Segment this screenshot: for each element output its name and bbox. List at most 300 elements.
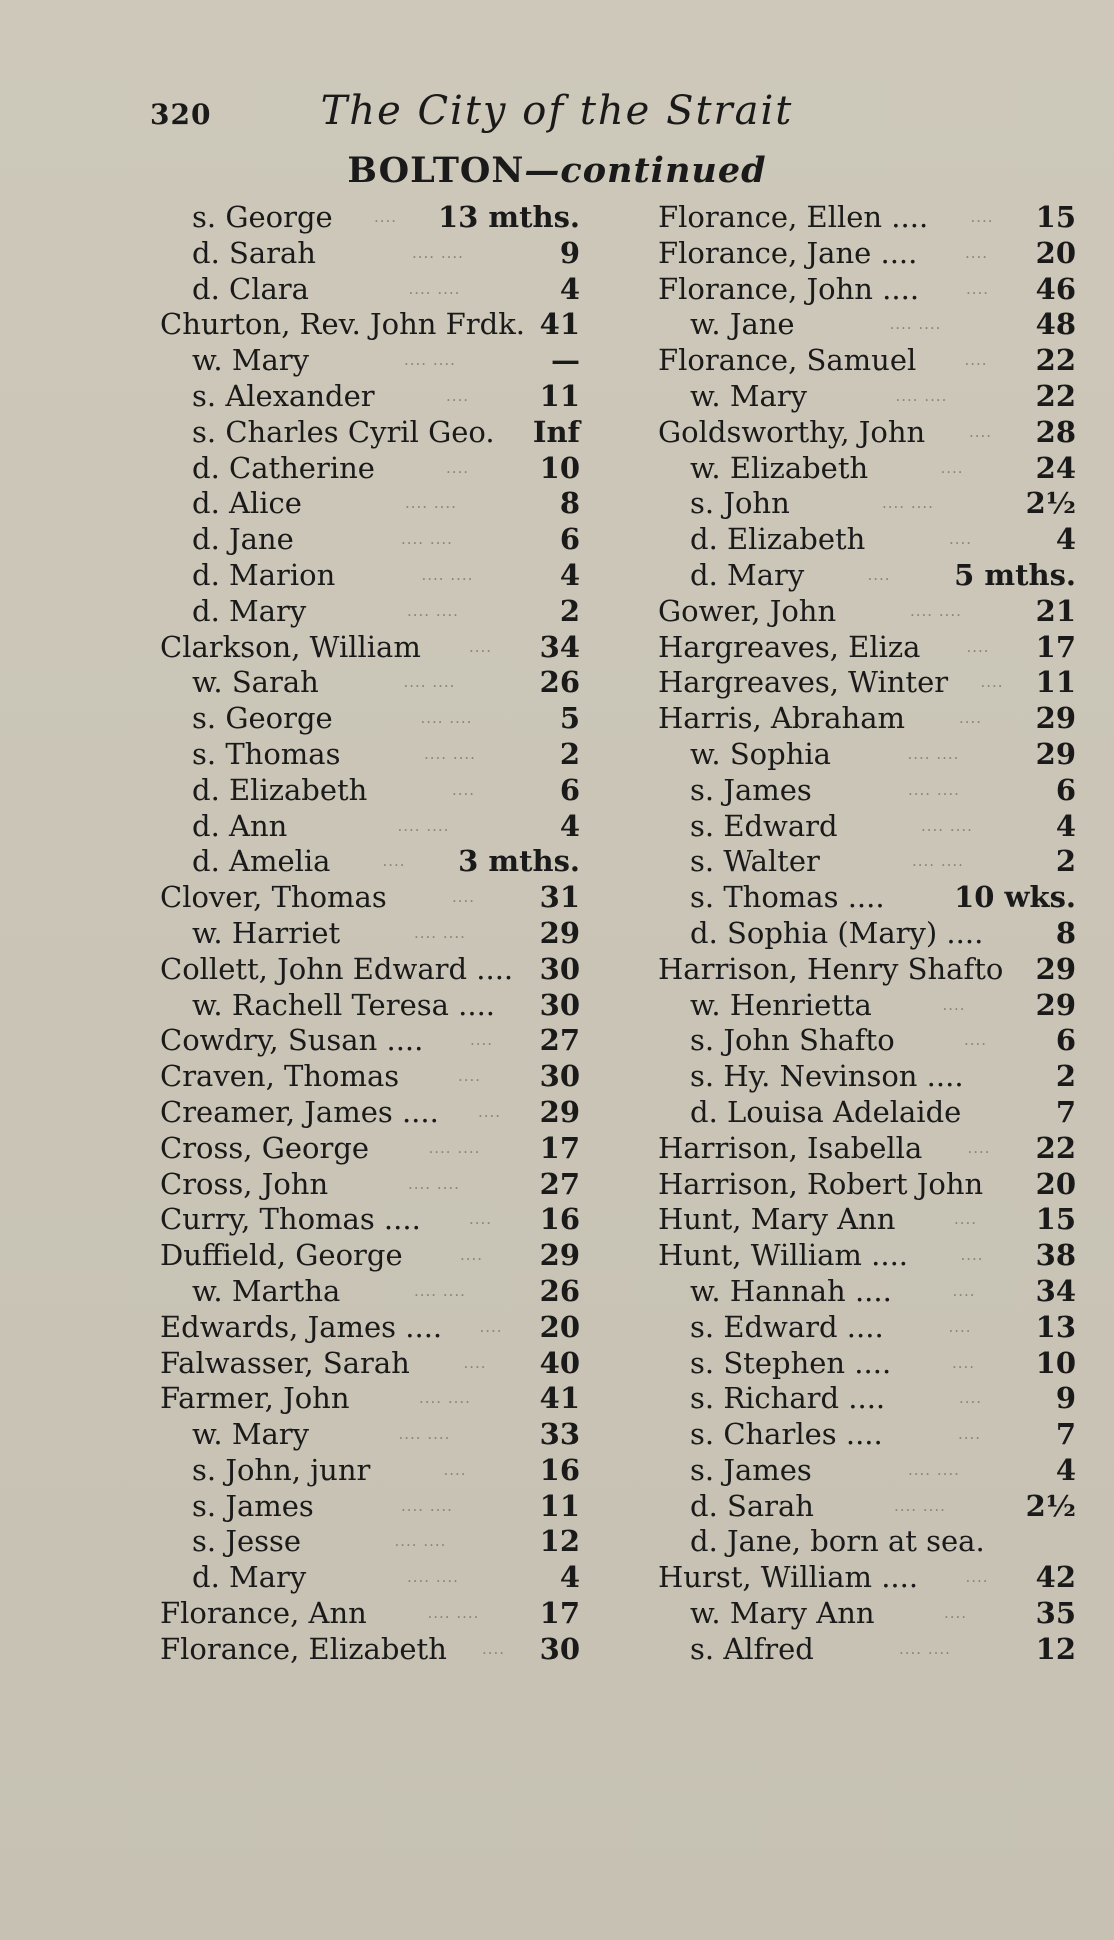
entry-name: d. Jane <box>192 522 294 557</box>
family-member-entry <box>160 1560 580 1596</box>
leader-dots: .... <box>980 673 1004 692</box>
entry-name: s. James <box>690 1452 812 1487</box>
family-member-entry <box>160 1489 580 1525</box>
entry-age: 29 <box>1035 701 1076 736</box>
entry-age: 4 <box>1055 522 1076 557</box>
leader-dots: .... <box>460 1246 484 1265</box>
entry-age: 15 <box>1035 200 1076 234</box>
leader-dots: .... <box>452 780 476 799</box>
household-head-entry <box>658 236 1076 272</box>
family-member-entry <box>658 1310 1076 1346</box>
entry-age: Inf <box>532 414 580 449</box>
entry-name: Florance, Jane .... <box>658 235 918 270</box>
entry-age: 30 <box>539 1059 580 1094</box>
leader-dots: .... .... <box>405 494 457 513</box>
left-column <box>160 200 580 1668</box>
family-member-entry <box>658 988 1076 1024</box>
family-member-entry <box>658 307 1076 343</box>
leader-dots: .... .... <box>424 744 476 763</box>
entry-age: 16 <box>539 1452 580 1487</box>
family-member-entry <box>658 1023 1076 1059</box>
entry-age: 41 <box>539 1381 580 1416</box>
entry-age: 30 <box>539 1631 580 1666</box>
entry-name: s. John Shafto <box>690 1023 895 1058</box>
entry-age: 38 <box>1035 1238 1076 1273</box>
household-head-entry <box>160 1381 580 1417</box>
leader-dots: .... .... <box>401 530 453 549</box>
leader-dots: .... <box>446 458 470 477</box>
leader-dots: .... .... <box>421 565 474 584</box>
right-column <box>658 200 1076 1668</box>
family-member-entry <box>160 737 580 773</box>
leader-dots: .... .... <box>910 601 962 620</box>
entry-name: w. Sarah <box>192 665 319 700</box>
leader-dots: .... <box>965 1568 989 1587</box>
entry-name: d. Alice <box>192 486 302 521</box>
entry-age: 2 <box>1055 1059 1076 1094</box>
entry-name: w. Rachell Teresa .... <box>192 987 495 1022</box>
entry-name: Collett, John Edward .... <box>160 951 514 986</box>
family-member-entry <box>658 916 1076 952</box>
entry-age: 21 <box>1035 593 1076 628</box>
entry-name: Hargreaves, Eliza <box>658 629 921 664</box>
leader-dots: .... <box>969 422 993 441</box>
leader-dots: .... .... <box>427 1604 480 1623</box>
household-head-entry <box>160 1023 580 1059</box>
entry-name: w. Jane <box>690 307 795 342</box>
household-head-entry <box>658 594 1076 630</box>
entry-name: s. Richard .... <box>690 1381 886 1416</box>
entry-name: Harris, Abraham <box>658 701 906 736</box>
leader-dots: .... .... <box>414 923 466 942</box>
family-member-entry <box>658 1095 1076 1131</box>
family-member-entry <box>658 1417 1076 1453</box>
entry-name: Clover, Thomas <box>160 880 387 915</box>
entry-name: d. Mary <box>192 1560 307 1595</box>
entry-name: Florance, Ann <box>160 1596 367 1631</box>
entry-name: w. Henrietta <box>690 987 872 1022</box>
leader-dots: .... <box>443 1460 467 1479</box>
leader-dots: .... .... <box>921 816 973 835</box>
entry-age: 30 <box>539 987 580 1022</box>
leader-dots: .... <box>967 1138 991 1157</box>
family-member-entry <box>160 379 580 415</box>
entry-name: w. Hannah .... <box>690 1273 892 1308</box>
entry-name: s. Jesse <box>192 1524 302 1559</box>
leader-dots: .... <box>954 1210 978 1229</box>
entry-name: d. Jane, born at sea. <box>690 1524 985 1559</box>
household-head-entry <box>658 343 1076 379</box>
leader-dots: .... <box>452 888 476 907</box>
entry-name: Cross, George <box>160 1130 370 1165</box>
leader-dots: .... <box>948 1317 972 1336</box>
entry-age: 4 <box>1055 808 1076 843</box>
entry-name: d. Elizabeth <box>192 772 368 807</box>
leader-dots: .... <box>469 1210 493 1229</box>
family-member-entry <box>160 200 580 236</box>
leader-dots: .... <box>470 1031 494 1050</box>
leader-dots: .... <box>965 243 989 262</box>
entry-age: 6 <box>1055 772 1076 807</box>
household-head-entry <box>160 1310 580 1346</box>
entry-name: w. Mary <box>192 1417 310 1452</box>
family-member-entry <box>160 594 580 630</box>
page-number: 320 <box>150 98 212 131</box>
household-head-entry <box>658 1238 1076 1274</box>
entry-name: Hargreaves, Winter <box>658 665 949 700</box>
leader-dots: .... .... <box>412 243 464 262</box>
entry-age: 3 mths. <box>458 844 580 879</box>
leader-dots: .... <box>482 1639 506 1658</box>
entry-name: d. Sarah <box>690 1488 814 1523</box>
entry-name: s. Edward .... <box>690 1309 884 1344</box>
entry-name: Curry, Thomas .... <box>160 1202 421 1237</box>
family-member-entry <box>658 522 1076 558</box>
entry-name: Harrison, Robert John <box>658 1166 984 1201</box>
leader-dots: .... <box>970 208 994 226</box>
entry-name: s. George <box>192 200 333 234</box>
entry-age: 5 <box>559 701 580 736</box>
leader-dots: .... .... <box>408 279 461 298</box>
entry-name: d. Elizabeth <box>690 522 866 557</box>
leader-dots: .... .... <box>407 601 459 620</box>
entry-name: Duffield, George <box>160 1238 403 1273</box>
entry-age: 20 <box>1035 235 1076 270</box>
family-member-entry <box>160 558 580 594</box>
entry-name: w. Mary <box>192 343 310 378</box>
entry-age: 22 <box>1035 378 1076 413</box>
entry-age: 9 <box>559 235 580 270</box>
leader-dots: .... .... <box>403 673 456 692</box>
entry-age: 16 <box>539 1202 580 1237</box>
household-head-entry <box>160 1167 580 1203</box>
entry-age: 4 <box>1055 1452 1076 1487</box>
household-head-entry <box>658 701 1076 737</box>
entry-name: Harrison, Henry Shafto <box>658 951 1004 986</box>
entry-name: Hurst, William .... <box>658 1560 919 1595</box>
entry-age: 22 <box>1035 343 1076 378</box>
entry-age: 22 <box>1035 1130 1076 1165</box>
family-member-entry <box>658 1059 1076 1095</box>
entry-name: d. Amelia <box>192 844 331 879</box>
entry-name: d. Sophia (Mary) .... <box>690 915 984 950</box>
entry-name: d. Marion <box>192 557 336 592</box>
entry-age: 11 <box>539 378 580 413</box>
entry-name: Florance, Ellen .... <box>658 200 929 234</box>
leader-dots: .... .... <box>398 1425 451 1444</box>
entry-name: s. George <box>192 701 333 736</box>
family-member-entry <box>160 988 580 1024</box>
entry-age: 2½ <box>1025 486 1076 521</box>
entry-name: Cowdry, Susan .... <box>160 1023 424 1058</box>
entry-name: Harrison, Isabella <box>658 1130 923 1165</box>
household-head-entry <box>160 1131 580 1167</box>
household-head-entry <box>658 272 1076 308</box>
leader-dots: .... .... <box>401 1496 453 1515</box>
entry-age: 29 <box>1035 951 1076 986</box>
family-member-entry <box>160 701 580 737</box>
household-head-entry <box>160 1632 580 1668</box>
entry-age: 2 <box>559 736 580 771</box>
family-member-entry <box>658 1524 1076 1560</box>
leader-dots: .... .... <box>407 1568 459 1587</box>
entry-age: 9 <box>1055 1381 1076 1416</box>
entry-age: 17 <box>539 1130 580 1165</box>
entry-name: s. Thomas <box>192 736 341 771</box>
family-member-entry <box>160 844 580 880</box>
family-member-entry <box>160 343 580 379</box>
entry-name: s. John <box>690 486 790 521</box>
leader-dots: .... .... <box>420 709 473 728</box>
entry-name: Florance, Elizabeth <box>160 1631 447 1666</box>
entry-name: w. Elizabeth <box>690 450 869 485</box>
leader-dots: .... <box>940 458 964 477</box>
entry-age: 8 <box>1055 915 1076 950</box>
entry-age: 46 <box>1035 271 1076 306</box>
entry-name: Florance, Samuel <box>658 343 917 378</box>
household-head-entry <box>658 200 1076 236</box>
entry-age: 7 <box>1055 1417 1076 1452</box>
entry-age: 35 <box>1035 1596 1076 1631</box>
leader-dots: .... .... <box>419 1389 471 1408</box>
entry-age: 4 <box>559 557 580 592</box>
entry-name: d. Catherine <box>192 450 375 485</box>
entry-name: w. Sophia <box>690 736 831 771</box>
entry-age: 48 <box>1035 307 1076 342</box>
household-head-entry <box>160 307 580 343</box>
leader-dots: .... <box>960 1246 984 1265</box>
entry-age: 12 <box>1035 1631 1076 1666</box>
entry-age: 24 <box>1035 450 1076 485</box>
leader-dots: .... .... <box>894 1496 946 1515</box>
leader-dots: .... .... <box>404 351 456 370</box>
family-member-entry <box>160 773 580 809</box>
leader-dots: .... .... <box>908 780 960 799</box>
entry-age: 20 <box>539 1309 580 1344</box>
entry-name: d. Ann <box>192 808 288 843</box>
family-member-entry <box>160 1453 580 1489</box>
entry-age: 2 <box>559 593 580 628</box>
entry-age: 13 mths. <box>437 200 580 234</box>
entry-age: 17 <box>539 1596 580 1631</box>
entry-name: Farmer, John <box>160 1381 350 1416</box>
entry-name: s. Walter <box>690 844 820 879</box>
entry-name: w. Harriet <box>192 915 341 950</box>
entry-name: s. John, junr <box>192 1452 371 1487</box>
entry-age: 31 <box>539 880 580 915</box>
entry-age: 6 <box>559 522 580 557</box>
entry-name: s. Alexander <box>192 378 375 413</box>
entry-name: s. Charles Cyril Geo. <box>192 414 495 449</box>
section-name: BOLTON <box>347 150 525 191</box>
household-head-entry <box>160 880 580 916</box>
entry-age: 4 <box>559 1560 580 1595</box>
entry-name: Hunt, William .... <box>658 1238 909 1273</box>
entry-age: — <box>551 343 580 378</box>
family-member-entry <box>160 272 580 308</box>
household-head-entry <box>160 1596 580 1632</box>
household-head-entry <box>658 1167 1076 1203</box>
leader-dots: .... <box>964 1031 988 1050</box>
entry-age: 11 <box>539 1488 580 1523</box>
entry-age: 15 <box>1035 1202 1076 1237</box>
entry-age: 29 <box>539 1238 580 1273</box>
household-head-entry <box>658 1560 1076 1596</box>
entry-age: 20 <box>1035 1166 1076 1201</box>
leader-dots: .... <box>964 351 988 370</box>
entry-age: 27 <box>539 1166 580 1201</box>
leader-dots: .... <box>952 1353 976 1372</box>
family-member-entry <box>658 1453 1076 1489</box>
family-member-entry <box>160 486 580 522</box>
leader-dots: .... <box>959 1389 983 1408</box>
entry-name: s. Charles .... <box>690 1417 883 1452</box>
family-member-entry <box>160 1524 580 1560</box>
household-head-entry <box>658 952 1076 988</box>
family-member-entry <box>658 1274 1076 1310</box>
leader-dots: .... <box>463 1353 487 1372</box>
leader-dots: .... .... <box>889 315 942 334</box>
leader-dots: .... <box>958 1425 982 1444</box>
leader-dots: .... <box>374 208 398 226</box>
family-member-entry <box>160 809 580 845</box>
family-member-entry <box>658 737 1076 773</box>
entry-age: 29 <box>1035 987 1076 1022</box>
entry-age: 26 <box>539 1273 580 1308</box>
leader-dots: .... .... <box>394 1532 447 1551</box>
leader-dots: .... <box>469 637 493 656</box>
entry-age: 41 <box>539 307 580 342</box>
entry-age: 11 <box>1035 665 1076 700</box>
entry-name: Craven, Thomas <box>160 1059 400 1094</box>
entry-name: d. Louisa Adelaide <box>690 1094 962 1129</box>
leader-dots: .... <box>479 1317 503 1336</box>
section-heading <box>0 150 1114 191</box>
entry-age: 2½ <box>1025 1488 1076 1523</box>
household-head-entry <box>658 630 1076 666</box>
section-continued: —continued <box>524 150 767 191</box>
entry-age: 5 mths. <box>954 557 1076 592</box>
household-head-entry <box>160 952 580 988</box>
entry-name: Falwasser, Sarah <box>160 1345 410 1380</box>
entry-age: 30 <box>539 951 580 986</box>
household-head-entry <box>658 1131 1076 1167</box>
entry-name: Churton, Rev. John Frdk. <box>160 307 526 342</box>
entry-age: 6 <box>559 772 580 807</box>
family-member-entry <box>160 236 580 272</box>
leader-dots: .... <box>966 637 990 656</box>
family-member-entry <box>160 522 580 558</box>
entry-age: 28 <box>1035 414 1076 449</box>
entry-name: w. Martha <box>192 1273 341 1308</box>
entry-age: 26 <box>539 665 580 700</box>
entry-age: 4 <box>559 271 580 306</box>
entry-age: 2 <box>1055 844 1076 879</box>
leader-dots: .... <box>458 1067 482 1086</box>
entry-age: 17 <box>1035 629 1076 664</box>
entry-name: d. Sarah <box>192 235 316 270</box>
entry-name: d. Mary <box>690 557 805 592</box>
household-head-entry <box>160 1059 580 1095</box>
family-member-entry <box>160 665 580 701</box>
family-member-entry <box>160 1417 580 1453</box>
leader-dots: .... <box>952 1281 976 1300</box>
entry-name: Cross, John <box>160 1166 329 1201</box>
entry-age: 12 <box>539 1524 580 1559</box>
leader-dots: .... <box>446 386 470 405</box>
leader-dots: .... .... <box>428 1138 481 1157</box>
entry-name: s. Hy. Nevinson .... <box>690 1059 964 1094</box>
entry-name: s. James <box>192 1488 314 1523</box>
family-member-entry <box>160 1274 580 1310</box>
leader-dots: .... .... <box>414 1281 466 1300</box>
entry-name: Clarkson, William <box>160 629 421 664</box>
household-head-entry <box>160 1346 580 1382</box>
household-head-entry <box>160 1238 580 1274</box>
leader-dots: .... <box>944 1604 968 1623</box>
leader-dots: .... .... <box>895 386 948 405</box>
entry-age: 42 <box>1035 1560 1076 1595</box>
entry-name: Hunt, Mary Ann <box>658 1202 896 1237</box>
family-member-entry <box>160 916 580 952</box>
leader-dots: .... .... <box>908 1460 960 1479</box>
family-member-entry <box>658 809 1076 845</box>
entry-age: 10 <box>539 450 580 485</box>
entry-age: 10 <box>1035 1345 1076 1380</box>
leader-dots: .... .... <box>912 852 964 871</box>
family-member-entry <box>658 1381 1076 1417</box>
entry-age: 4 <box>559 808 580 843</box>
family-member-entry <box>658 1489 1076 1525</box>
family-member-entry <box>160 451 580 487</box>
entry-name: Creamer, James .... <box>160 1094 439 1129</box>
leader-dots: .... .... <box>899 1639 951 1658</box>
entry-name: Gower, John <box>658 593 837 628</box>
entry-age: 29 <box>1035 736 1076 771</box>
leader-dots: .... <box>942 995 966 1014</box>
family-member-entry <box>658 773 1076 809</box>
entry-name: w. Mary Ann <box>690 1596 875 1631</box>
entry-name: s. Thomas .... <box>690 880 885 915</box>
family-member-entry <box>658 1596 1076 1632</box>
family-member-entry <box>658 1346 1076 1382</box>
entry-name: Edwards, James .... <box>160 1309 443 1344</box>
family-member-entry <box>658 379 1076 415</box>
running-title: The City of the Strait <box>320 88 794 134</box>
entry-age: 13 <box>1035 1309 1076 1344</box>
entry-age: 6 <box>1055 1023 1076 1058</box>
household-head-entry <box>160 630 580 666</box>
leader-dots: .... .... <box>882 494 934 513</box>
entry-name: Florance, John .... <box>658 271 920 306</box>
family-member-entry <box>658 558 1076 594</box>
family-member-entry <box>658 1632 1076 1668</box>
entry-age: 7 <box>1055 1094 1076 1129</box>
leader-dots: .... <box>949 530 973 549</box>
household-head-entry <box>658 1202 1076 1238</box>
entry-name: s. James <box>690 772 812 807</box>
entry-name: d. Mary <box>192 593 307 628</box>
leader-dots: .... <box>382 852 406 871</box>
entry-age: 10 wks. <box>954 880 1076 915</box>
entry-age: 27 <box>539 1023 580 1058</box>
household-head-entry <box>160 1095 580 1131</box>
entry-name: Goldsworthy, John <box>658 414 926 449</box>
entry-age: 29 <box>539 915 580 950</box>
leader-dots: .... <box>478 1102 502 1121</box>
household-head-entry <box>658 415 1076 451</box>
entry-age: 33 <box>539 1417 580 1452</box>
